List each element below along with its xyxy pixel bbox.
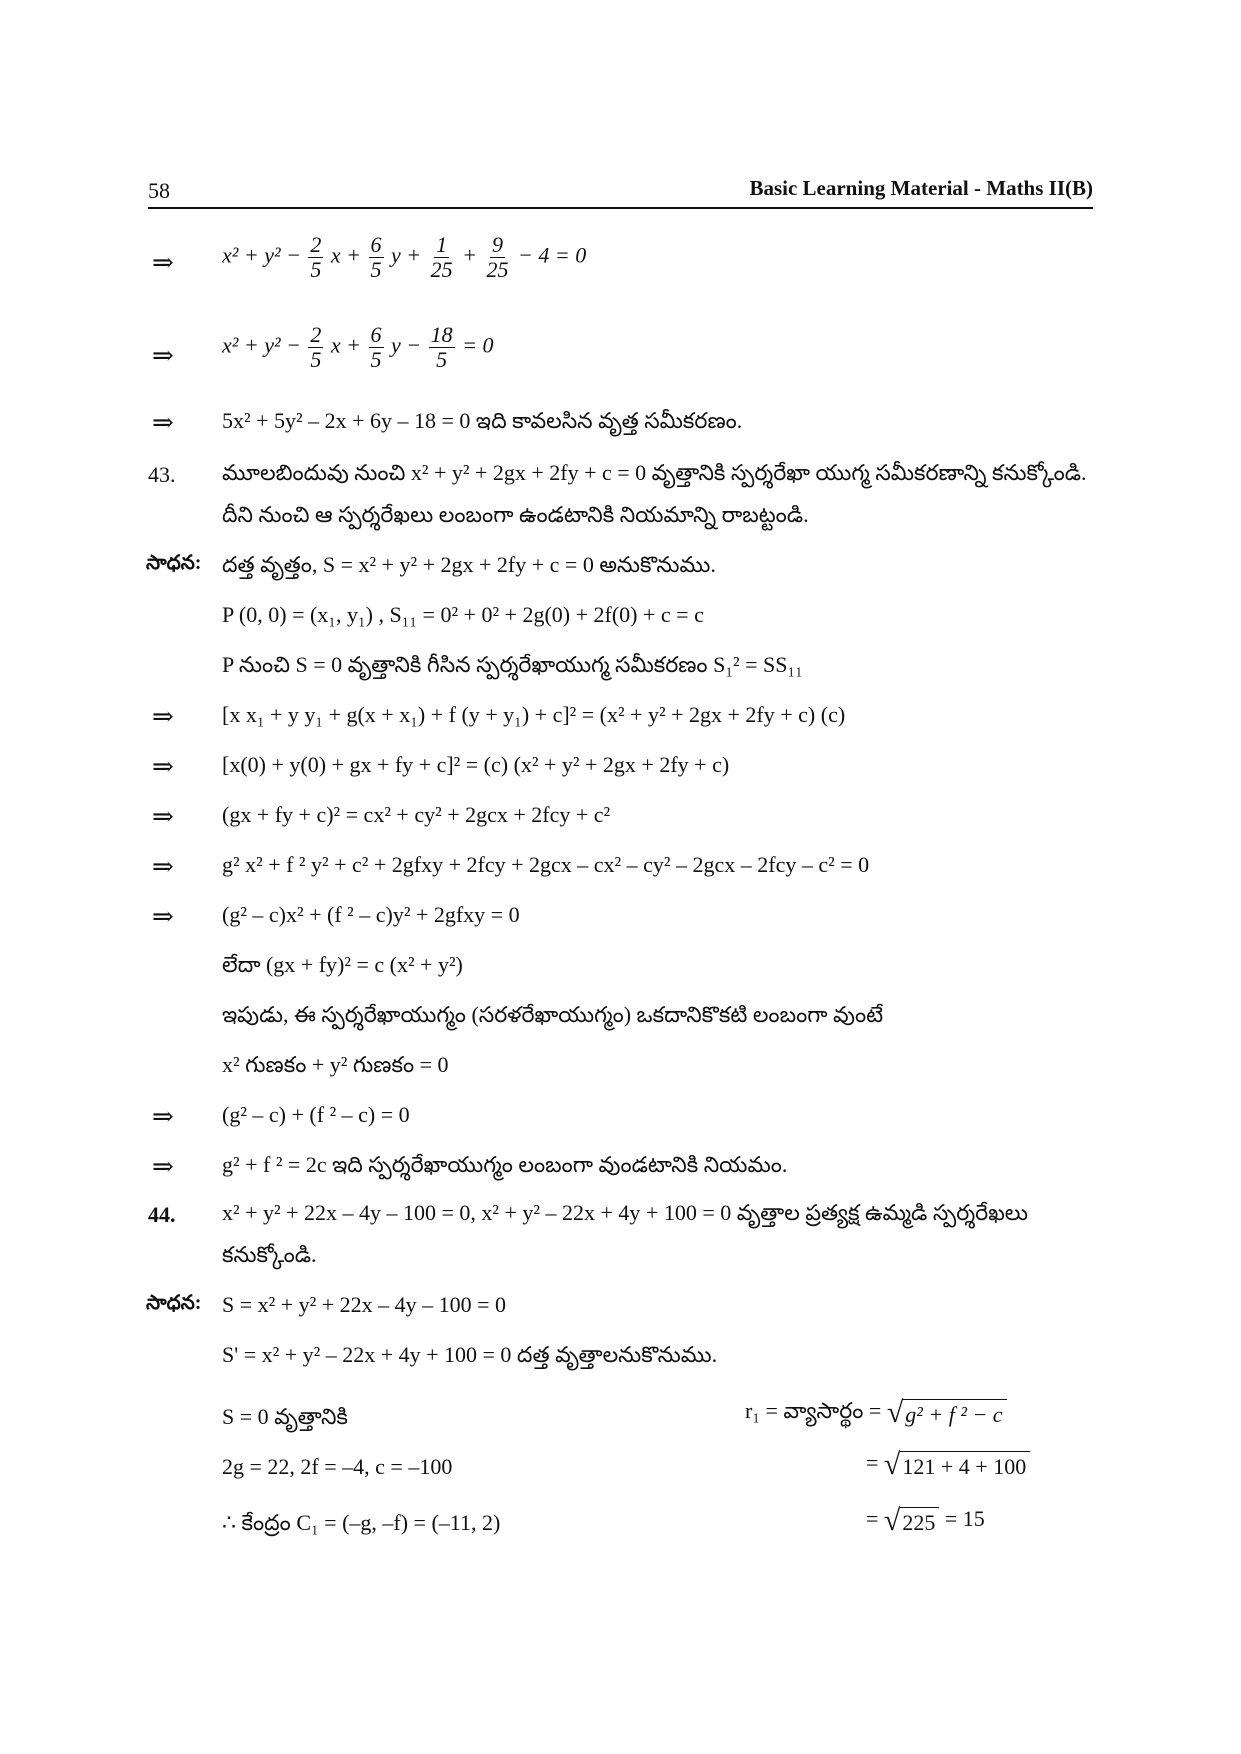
implies-arrow: ⇒: [152, 802, 174, 831]
fraction: $\frac{2}{5}$: [310, 232, 322, 282]
implies-arrow: ⇒: [152, 248, 174, 277]
solution-line: (g² – c)x² + (f ² – c)y² + 2gfxy = 0: [222, 902, 520, 927]
solution-line: S = x² + y² + 22x – 4y – 100 = 0: [222, 1292, 507, 1317]
solution-line: [x x₁ + y y₁ + g(x + x₁) + f (y + y₁) + c]² = (x² + y² + 2gx + 2fy + c) (c): [222, 702, 846, 727]
solution-label: సాధన:: [146, 552, 202, 574]
implies-arrow: ⇒: [152, 902, 174, 931]
page-number: 58: [148, 178, 170, 203]
implies-arrow: ⇒: [152, 1152, 174, 1181]
solution-line: 2g = 22, 2f = –4, c = –100: [222, 1454, 453, 1479]
implies-arrow: ⇒: [152, 1102, 174, 1131]
fraction: $\frac{2}{5}$: [310, 322, 322, 372]
header-title: Basic Learning Material - Maths II(B): [749, 176, 1093, 200]
solution-line: g² x² + f ² y² + c² + 2gfxy + 2fcy + 2gcx – cx² – cy² – 2gcx – 2fcy – c² = 0: [222, 852, 870, 877]
radius-line: = √ 121 + 4 + 100: [866, 1450, 1030, 1480]
question-number: 43.: [148, 462, 176, 487]
equation-line-1: x² + y² − $\frac{2}{5}$ x + $\frac{6}{5}$ y + $\frac{1}{25}$ + $\frac{9}{25}$ − 4 = 0: [222, 232, 587, 282]
question-text: మూలబిందువు నుంచి x² + y² + 2gx + 2fy + c = 0 వృత్తానికి స్పర్శరేఖా యుగ్మ సమీకరణాన్ని కనుక్కోండి. దీని నుంచి ఆ స్పర్శరేఖలు లంబంగా ఉండటానికి నియమాన్ని రాబట్టండి.: [222, 460, 1087, 527]
solution-line: g² + f ² = 2c ఇది స్పర్శరేఖాయుగ్మం లంబంగా వుండటానికి నియమం.: [222, 1152, 788, 1177]
solution-line: లేదా (gx + fy)² = c (x² + y²): [222, 952, 463, 977]
square-root: √ 225: [884, 1506, 939, 1536]
fraction: $\frac{6}{5}$: [370, 322, 382, 372]
implies-arrow: ⇒: [152, 408, 174, 437]
implies-arrow: ⇒: [152, 852, 174, 881]
radius-line: r₁ = వ్యాసార్థం = √ g² + f ² − c: [745, 1398, 1007, 1429]
therefore-symbol: ∴: [222, 1510, 236, 1535]
equation-line-3: 5x² + 5y² – 2x + 6y – 18 = 0 ఇది కావలసిన వృత్త సమీకరణం.: [222, 408, 743, 433]
implies-arrow: ⇒: [152, 341, 174, 370]
radius-line: = √ 225 = 15: [866, 1504, 985, 1537]
square-root: √ 121 + 4 + 100: [884, 1450, 1030, 1480]
fraction: $\frac{6}{5}$: [370, 232, 382, 282]
solution-line: S' = x² + y² – 22x + 4y + 100 = 0 దత్త వృత్తాలనుకొనుము.: [222, 1342, 718, 1367]
solution-line: (gx + fy + c)² = cx² + cy² + 2gcx + 2fcy + c²: [222, 802, 611, 827]
solution-line: ఇపుడు, ఈ స్పర్శరేఖాయుగ్మం (సరళరేఖాయుగ్మం) ఒకదానికొకటి లంబంగా వుంటే: [222, 1002, 884, 1027]
fraction: $\frac{9}{25}$: [486, 232, 509, 282]
question-text: x² + y² + 22x – 4y – 100 = 0, x² + y² – 22x + 4y + 100 = 0 వృత్తాల ప్రత్యక్ష ఉమ్మడి స్పర్శరేఖలు కనుక్కోండి.: [222, 1200, 1029, 1267]
solution-line: P నుంచి S = 0 వృత్తానికి గీసిన స్పర్శరేఖాయుగ్మ సమీకరణం S₁² = SS₁₁: [222, 652, 803, 677]
solution-line: (g² – c) + (f ² – c) = 0: [222, 1102, 410, 1127]
header-rule: [148, 207, 1093, 209]
solution-line: [x(0) + y(0) + gx + fy + c]² = (c) (x² + y² + 2gx + 2fy + c): [222, 752, 730, 777]
fraction: $\frac{1}{25}$: [430, 232, 453, 282]
implies-arrow: ⇒: [152, 752, 174, 781]
implies-arrow: ⇒: [152, 702, 174, 731]
solution-line: దత్త వృత్తం, S = x² + y² + 2gx + 2fy + c = 0 అనుకొనుము.: [222, 552, 716, 577]
solution-line: ∴ కేంద్రం C₁ = (–g, –f) = (–11, 2): [222, 1510, 501, 1535]
solution-line: x² గుణకం + y² గుణకం = 0: [222, 1052, 449, 1077]
equation-line-2: x² + y² − $\frac{2}{5}$ x + $\frac{6}{5}$ y − $\frac{18}{5}$ = 0: [222, 322, 494, 372]
fraction: $\frac{18}{5}$: [430, 322, 453, 372]
question-number: 44.: [148, 1202, 176, 1227]
square-root: √ g² + f ² − c: [887, 1398, 1007, 1428]
solution-label: సాధన:: [146, 1292, 202, 1314]
solution-line: S = 0 వృత్తానికి: [222, 1404, 348, 1429]
solution-line: P (0, 0) = (x₁, y₁) , S₁₁ = 0² + 0² + 2g(0) + 2f(0) + c = c: [222, 602, 704, 627]
